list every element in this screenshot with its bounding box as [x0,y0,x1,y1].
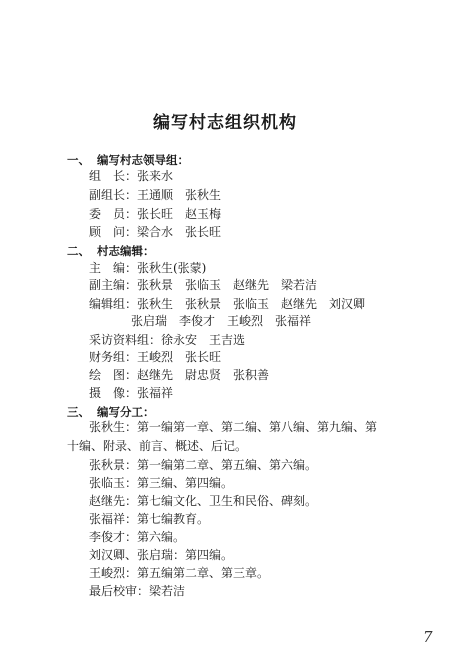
assignment-line: 张福祥：第七编教育。 [89,512,210,526]
editor-line: 主 编：张秋生(张蒙) [89,261,207,275]
page-number: 7 [423,628,433,646]
editor-line: 副主编：张秋景 张临玉 赵继先 梁若洁 [89,278,318,292]
assignment-line: 最后校审：梁若洁 [89,584,186,598]
section-heading-text: 编写分工： [97,405,155,419]
leader-line: 组 长：张来水 [89,169,174,183]
assignment-line: 王峻烈：第五编第二章、第三章。 [89,566,270,580]
assignment-line: 赵继先：第七编文化、卫生和民俗、碑刻。 [89,494,318,508]
section-number: 二、 [67,244,90,258]
leader-line: 委 员：张长旺 赵玉梅 [89,207,222,221]
editor-line: 编辑组：张秋生 张秋景 张临玉 赵继先 刘汉卿 [89,297,366,311]
assignment-paragraph: 张秋生：第一编第一章、第二编、第八编、第九编、第十编、附录、前言、概述、后记。 [67,420,378,453]
editor-line: 摄 像：张福祥 [89,386,174,400]
leader-line: 副组长：王通顺 张秋生 [89,188,222,202]
section-number: 一、 [67,153,90,167]
section-heading-text: 村志编辑： [97,244,155,258]
editor-line: 采访资料组：徐永安 王吉选 [89,333,246,347]
editor-line-continued: 张启瑞 李俊才 王峻烈 张福祥 [131,314,312,328]
assignment-line: 张临玉：第三编、第四编。 [89,476,234,490]
assignment-line: 刘汉卿、张启瑞：第四编。 [89,548,234,562]
assignment-line: 李俊才：第六编。 [89,530,186,544]
section-heading-2 [67,243,155,259]
leader-line: 顾 问：梁合水 张长旺 [89,225,222,239]
editor-line: 财务组：王峻烈 张长旺 [89,350,222,364]
page-title: 编写村志组织机构 [153,113,297,133]
section-heading-text: 编写村志领导组： [97,153,189,167]
section-number: 三、 [67,405,90,419]
assignment-line: 张秋景：第一编第二章、第五编、第六编。 [89,458,318,472]
editor-line: 绘 图：赵继先 尉忠贤 张积善 [89,368,270,382]
section-heading-1 [67,152,189,168]
